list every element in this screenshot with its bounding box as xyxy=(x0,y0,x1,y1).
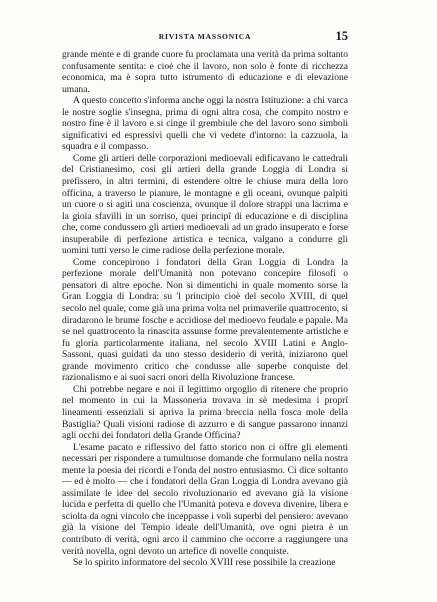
running-header xyxy=(62,29,348,45)
paragraph-1: grande mente e di grande cuore fu proclamata una verità da prima soltanto confusamente sentita: e cioè che il lavoro, non solo è fonte di ricchezza economica, ma è sopra tutto istrumento di educazione e di elevazione umana. xyxy=(62,49,348,95)
paragraph-4: Come concepirono i fondatori della Gran Loggia di Londra la perfezione morale dell'Umanità non potevano concepire filosofi o pensatori di altre epoche. Non si dimentichi in quale momento sorse la Gran Loggia di Londra: su 'l principio cioè del secolo XVIII, di quel secolo nel quale, come già una prima volta nel primaverile quattrocento, si diradarono le brume fosche e accidiose del medioevo feudale e papale. Ma se nel quattrocento la rinascita assunse forme prevalentemente artistiche e fu gloria particolarmente italiana, nel secolo XVIII Latini e Anglo-Sassoni, quasi guidati da uno stesso desiderio di verità, iniziarono quel grande movimento critico che condusse alle superbe conquiste del razionalismo e ai suoi sacri onori della Rivoluzione francese. xyxy=(62,256,348,384)
running-title: RIVISTA MASSONICA xyxy=(158,32,252,41)
paragraph-6: L'esame pacato e riflessivo del fatto storico non ci offre gli elementi necessari per rispondere a tumultuose domande che formulano nella nostra mente la poesia dei ricordi e l'onda del nostro entusiasmo. Ci dice soltanto — ed è molto — che i fondatori della Gran Loggia di Londra avevano già assimilate le idee del secolo rivoluzionario ed avevano già la visione lucida e perfetta di quello che l'Umanità poteva e doveva divenire, libera e sciolta da ogni vincolo che inceppasse i voli superbi del pensiero: avevano già la visione del Tempio ideale dell'Umanità, ove ogni pietra è un contributo di verità, ogni arco il cammino che occorre a raggiungere una verità novella, ogni devoto un artefice di novelle conquiste. xyxy=(62,441,348,557)
body-text xyxy=(62,49,348,569)
paragraph-7: Se lo spirito informatore del secolo XVIII rese possibile la creazione xyxy=(73,557,336,569)
paragraph-3: Come gli artieri delle corporazioni medioevali edificavano le cattedrali del Cristianesimo, così gli artieri della grande Loggia di Londra si prefissero, in altri termini, di estendere oltre le chiuse mura della loro officina, a traverso le pianure, le montagne e gli oceani, ovunque palpiti un cuore o si agiti una coscienza, ovunque il dolore strappi una lacrima e la gioia sfavilli in un sorriso, quei principî di educazione e di disciplina che, come condussero gli artieri medioevali ad un grado insuperato e forse insuperabile di perfezione artistica e tecnica, valgano a condurre gli uomini tutti verso le cime radiose della perfezione morale. xyxy=(62,152,348,257)
paragraph-2: A questo concetto s'informa anche oggi la nostra Istituzione: a chi varca le nostre soglie s'insegna, prima di ogni altra cosa, che compito nostro e nostro fine è il lavoro e si cinge il grembiule che del lavoro sono simboli significativi ed espressivi quelli che vi vedete d'intorno: la cazzuola, la squadra e il compasso. xyxy=(62,95,348,153)
page-number: 15 xyxy=(335,29,348,43)
paragraph-5: Chi potrebbe negare e noi il legittimo orgoglio di ritenere che proprio nel momento in cui la Massoneria trovava in sè medesima i proprî lineamenti essenziali si apriva la prima breccia nella fosca mole della Bastiglia? Quali visioni radiose di azzurro e di sangue passarono innanzi agli occhi dei fondatori della Grande Officina? xyxy=(62,383,348,442)
